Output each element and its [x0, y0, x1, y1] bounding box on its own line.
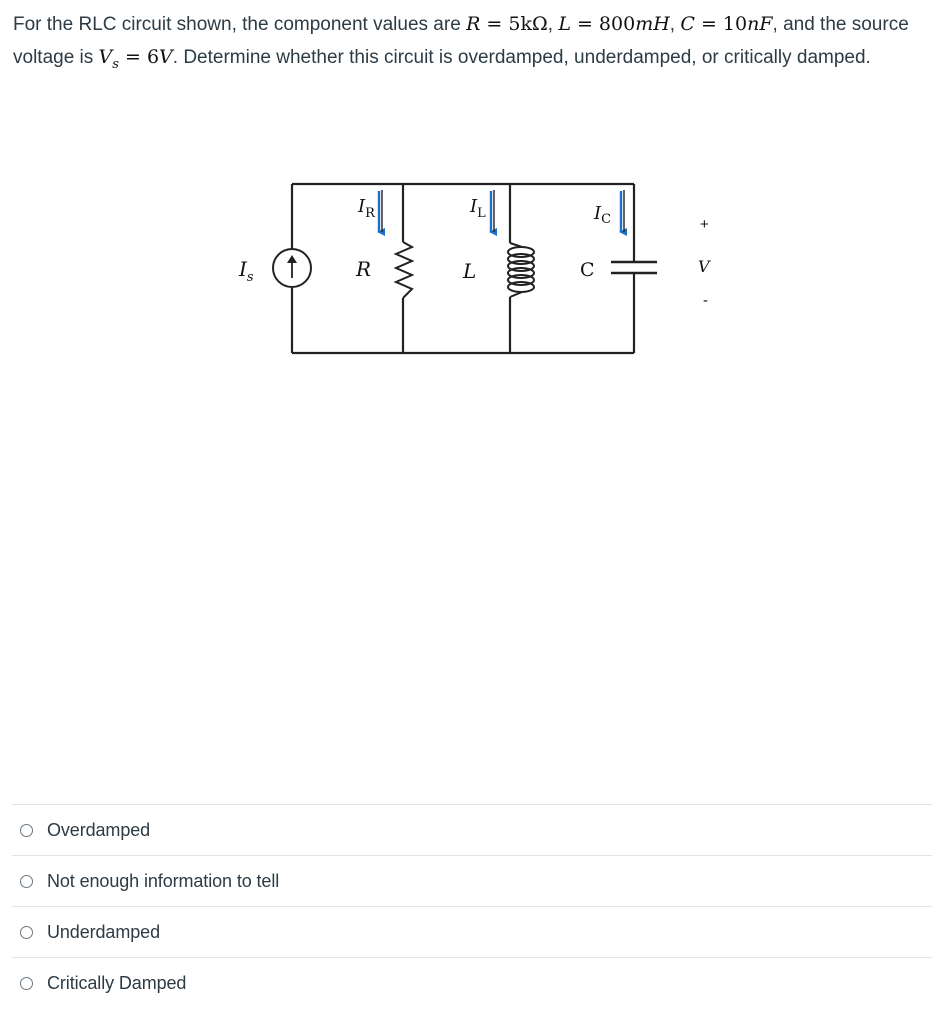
- capacitor-label: C: [580, 259, 595, 281]
- source-voltage-value: $V_s = 6V$: [98, 46, 173, 72]
- capacitance-value: C = 10nF: [680, 13, 773, 35]
- answer-label: Critically Damped: [47, 972, 187, 993]
- il-label: $I_L$: [470, 196, 486, 221]
- current-source: [273, 249, 311, 287]
- inductor-label: L: [463, 259, 477, 283]
- current-ic-arrow: [621, 190, 624, 232]
- answer-option-not-enough-info[interactable]: [12, 855, 932, 906]
- answer-option-overdamped[interactable]: [12, 804, 932, 855]
- voltage-plus-sign: +: [700, 216, 709, 233]
- answer-label: Not enough information to tell: [47, 870, 280, 891]
- answer-option-underdamped[interactable]: [12, 906, 932, 957]
- radio-button[interactable]: [20, 977, 33, 990]
- current-il-arrow: [491, 190, 494, 232]
- source-label: $I_s$: [239, 257, 254, 285]
- answer-list: [12, 804, 932, 1008]
- ic-label: $I_C$: [594, 203, 612, 227]
- resistor-label: R: [356, 257, 372, 281]
- answer-label: Underdamped: [47, 921, 160, 942]
- capacitor: [611, 262, 657, 273]
- voltage-minus-sign: -: [703, 292, 708, 309]
- radio-button[interactable]: [20, 824, 33, 837]
- resistor: [396, 242, 412, 298]
- inductance-value: L = 800mH: [558, 13, 670, 35]
- ir-label: $I_R$: [358, 196, 375, 221]
- current-ir-arrow: [379, 190, 382, 232]
- resistance-value: R = 5kΩ: [466, 13, 548, 35]
- question-text: For the RLC circuit shown, the component values are R = 5kΩ, L = 800mH, C = 10nF, and the source voltage is $V_s = 6V$. Determine whether this circuit is overdamped, underdamped, or critically damped.: [13, 13, 909, 72]
- inductor: [508, 243, 534, 297]
- answer-label: Overdamped: [47, 819, 151, 840]
- question-end: . Determine whether this circuit is overdamped, underdamped, or critically damped.: [172, 47, 871, 68]
- question-intro: For the RLC circuit shown, the component values are: [13, 14, 467, 35]
- radio-button[interactable]: [20, 926, 33, 939]
- question-middle: , and the source voltage is: [13, 14, 909, 68]
- circuit-wires: [292, 184, 634, 353]
- voltage-label: V: [698, 257, 710, 276]
- radio-button[interactable]: [20, 875, 33, 888]
- answer-option-critically-damped[interactable]: [12, 957, 932, 1008]
